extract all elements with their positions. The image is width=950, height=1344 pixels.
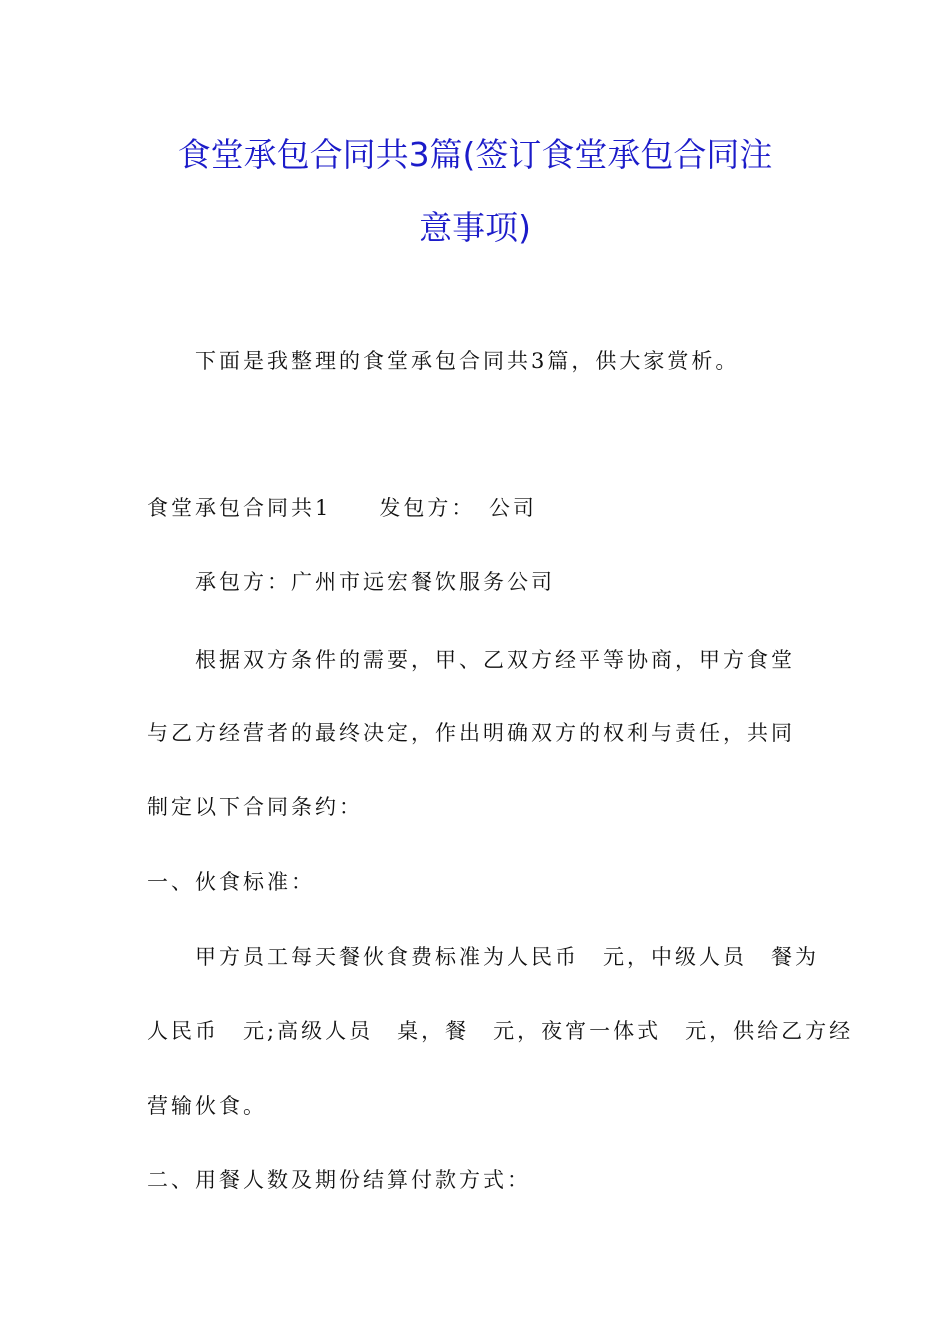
paragraph-2-line-2: 人民币 元;高级人员 桌，餐 元，夜宵一体式 元，供给乙方经 bbox=[147, 1019, 854, 1043]
paragraph-1-line-3: 制定以下合同条约： bbox=[147, 795, 363, 819]
section-heading-2: 二、用餐人数及期份结算付款方式： bbox=[147, 1168, 531, 1192]
paragraph-1-line-1: 根据双方条件的需要，甲、乙双方经平等协商，甲方食堂 bbox=[195, 648, 795, 672]
document-title-line-2: 意事项) bbox=[419, 208, 531, 247]
paragraph-2-line-3: 营输伙食。 bbox=[147, 1094, 267, 1118]
contract-heading: 食堂承包合同共1 发包方： 公司 bbox=[147, 496, 537, 520]
contractor-line: 承包方：广州市远宏餐饮服务公司 bbox=[195, 570, 555, 594]
section-heading-1: 一、伙食标准： bbox=[147, 870, 315, 894]
paragraph-1-line-2: 与乙方经营者的最终决定，作出明确双方的权利与责任，共同 bbox=[147, 721, 795, 745]
document-title-line-1: 食堂承包合同共3篇(签订食堂承包合同注 bbox=[177, 135, 773, 174]
intro-paragraph: 下面是我整理的食堂承包合同共3篇，供大家赏析。 bbox=[195, 349, 740, 373]
paragraph-2-line-1: 甲方员工每天餐伙食费标准为人民币 元，中级人员 餐为 bbox=[195, 945, 819, 969]
